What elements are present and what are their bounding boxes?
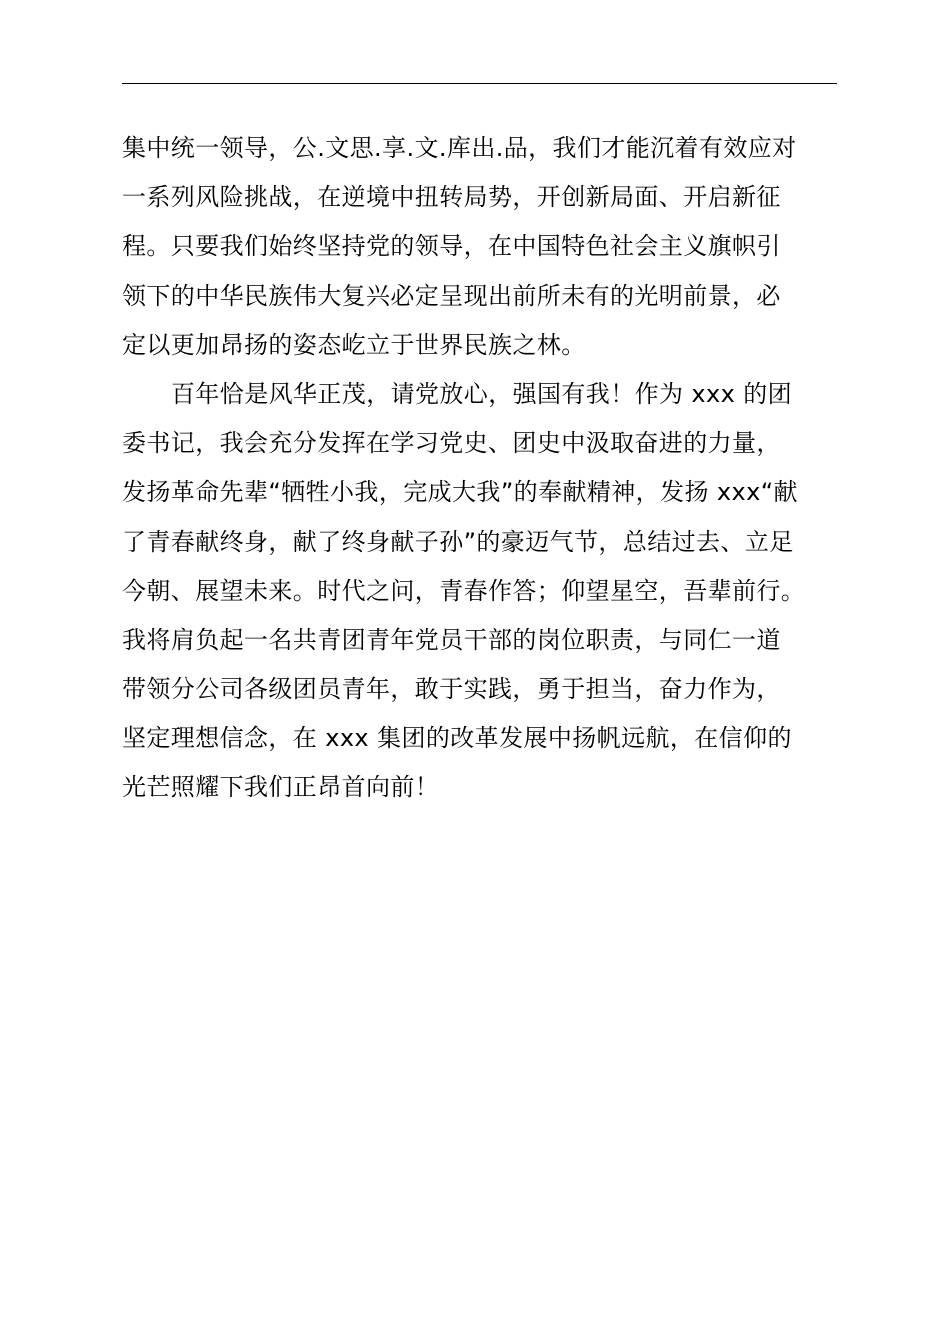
paragraph-2-line-5: 今朝、展望未来。时代之问，青春作答；仰望星空，吾辈前行。: [122, 576, 806, 605]
paragraph-2-line-7: 带领分公司各级团员青年，敢于实践，勇于担当，奋力作为，: [122, 675, 781, 704]
header-rule: [122, 83, 837, 84]
paragraph-1-line-2: 一系列风险挑战，在逆境中扭转局势，开创新局面、开启新征: [122, 183, 781, 212]
paragraph-2-line-6: 我将肩负起一名共青团青年党员干部的岗位职责，与同仁一道: [122, 625, 781, 654]
paragraph-2-line-2: 委书记，我会充分发挥在学习党史、团史中汲取奋进的力量，: [122, 429, 781, 458]
paragraph-2-line-3: 发扬革命先辈“牺牲小我，完成大我”的奉献精神，发扬 xxx“献: [122, 478, 798, 507]
paragraph-1-line-1: 集中统一领导，公.文思.享.文.库出.品，我们才能沉着有效应对: [122, 134, 797, 162]
paragraph-1-line-5: 定以更加昂扬的姿态屹立于世界民族之林。: [122, 330, 586, 359]
paragraph-2-line-9: 光芒照耀下我们正昂首向前！: [122, 773, 440, 802]
paragraph-2-line-4: 了青春献终身，献了终身献子孙”的豪迈气节，总结过去、立足: [122, 527, 794, 556]
body-text: [122, 124, 837, 813]
paragraph-2-line-8: 坚定理想信念，在 xxx 集团的改革发展中扬帆远航，在信仰的: [122, 724, 792, 753]
paragraph-1-line-4: 领下的中华民族伟大复兴必定呈现出前所未有的光明前景，必: [122, 281, 781, 310]
paragraph-2-line-1: 百年恰是风华正茂，请党放心，强国有我！作为 xxx 的团: [171, 379, 793, 408]
paragraph-1-line-3: 程。只要我们始终坚持党的领导，在中国特色社会主义旗帜引: [122, 232, 781, 261]
